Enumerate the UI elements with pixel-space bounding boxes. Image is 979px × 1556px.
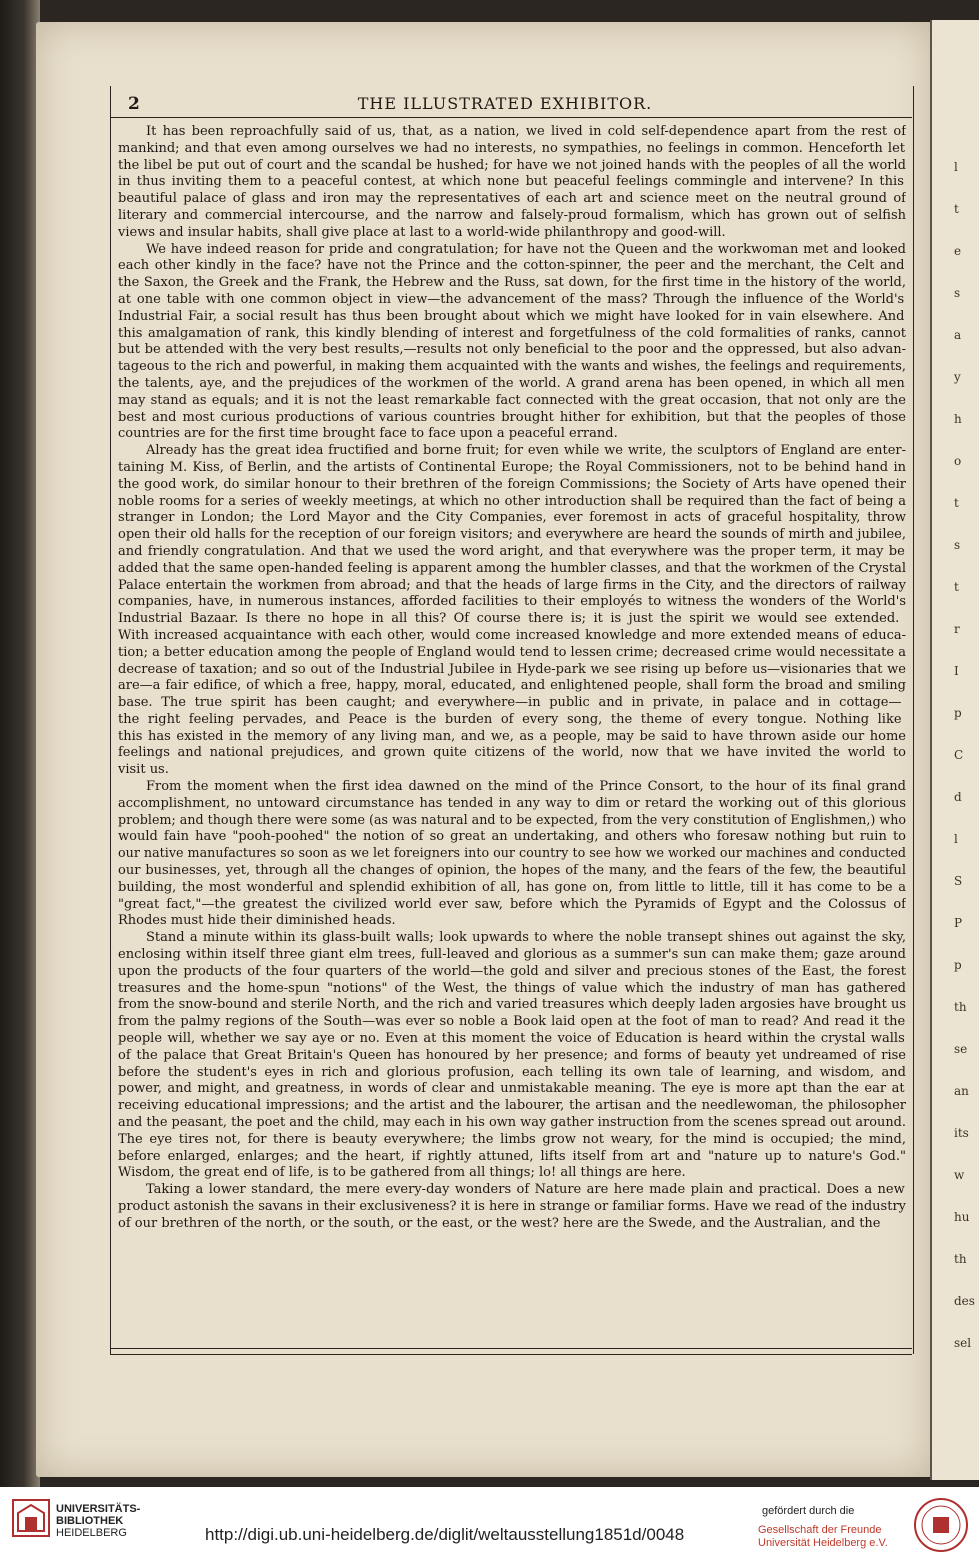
text-line: treasures and the home-spun "notions" of the West, the things of value which the industry of man has gathered [118, 980, 906, 996]
text-line: at one table with one common object in view—the advancement of the mass? Through the influence of the World's [118, 291, 905, 307]
facing-page-fragment: s [954, 538, 961, 552]
text-line: upon the products of the four quarters of the world—the gold and silver and precious stones of the East, the forest [118, 963, 906, 979]
text-line: people will, whether we say aye or no. Even at this moment the voice of Education is heard within the crystal walls [118, 1031, 905, 1047]
text-line: before the student's eyes in rich and glorious profusion, each telling its own tale of learning, and wisdom, and [118, 1064, 906, 1080]
text-line: visit us. [118, 762, 169, 778]
sponsor-lead-text: gefördert durch die [762, 1505, 855, 1517]
library-name-line: UNIVERSITÄTS- [56, 1503, 141, 1515]
facing-page-fragment: p [954, 706, 962, 720]
text-line: We have indeed reason for pride and congratulation; for have not the Queen and the workwoman met and looked [146, 241, 906, 257]
text-line: each other kindly in the face? have not the Prince and the cotton-spinner, the peer and the merchant, the Celt and [118, 258, 905, 274]
facing-page-fragment: sel [954, 1336, 972, 1350]
facing-page-fragment: w [954, 1168, 965, 1182]
text-line: the good work, do similar honour to their brethren of the foreign Commissions; the Society of Arts have opened their [118, 476, 906, 492]
facing-page-fragment: se [954, 1042, 968, 1056]
facing-page-fragment: a [954, 328, 962, 342]
paragraph [118, 242, 906, 444]
paragraph [118, 443, 906, 779]
text-line: "great fact,"—the greatest the civilized world ever saw, before which the Pyramids of Egypt and the Colossus of [118, 896, 906, 912]
paragraph [118, 779, 906, 930]
facing-page-fragment: I [954, 664, 959, 678]
text-line: beautiful palace of glass and iron may the representatives of each art and science meet on the neutral ground of [118, 191, 906, 207]
running-title: THE ILLUSTRATED EXHIBITOR. [357, 94, 653, 113]
facing-page-fragment: e [954, 244, 962, 258]
text-line: tion; a better education among the people of England would tend to lessen crime; decreased crime would necessitate a [118, 644, 906, 660]
text-line: before enlarged, enlarges; and the heart, if rightly attuned, lifts itself from art and "nature up to nature's God." [118, 1148, 906, 1164]
binding-edge [0, 0, 40, 1487]
text-line: of our brethren of the north, or the south, or the east, or the west? here are the Swede, and the Australian, and the [118, 1215, 881, 1231]
article-body [118, 124, 906, 1233]
facing-page-strip [930, 20, 979, 1480]
paragraph [118, 1182, 906, 1232]
text-line: best and most curious productions of various countries brought hither for exhibition, but that the peoples of those [118, 409, 906, 425]
text-line: our native manufactures so soon as we let foreigners into our country to see how we worked our machines and conducted [118, 846, 906, 862]
text-line: taining M. Kiss, of Berlin, and the artists of Continental Europe; the Royal Commissioners, not to be behind hand in [118, 459, 906, 475]
text-line: from the palmy regions of the South—was ever so noble a Book laid open at the foot of man to read? And read it the [118, 1014, 906, 1030]
page-number: 2 [128, 94, 140, 114]
facing-page-fragment: S [954, 874, 963, 888]
paragraph [118, 930, 906, 1182]
text-line: With increased acquaintance with each other, would come increased knowledge and more extended means of educa- [118, 627, 906, 643]
text-line: base. The true spirit has been caught; and everywhere—in public and in private, in palace and in cottage— [118, 695, 902, 711]
page-header [110, 94, 900, 116]
facing-page-fragment: th [954, 1252, 967, 1266]
text-line: feelings and national prejudices, and grown quite citizens of the world, now that we have invited the world to [118, 745, 906, 761]
sponsor-name-line: Universität Heidelberg e.V. [758, 1537, 888, 1549]
facing-page-fragment: P [954, 916, 963, 930]
text-line: our businesses, yet, through all the changes of opinion, the hopes of the many, and the fears of the few, the beautiful [118, 863, 906, 879]
permalink-url[interactable]: http://digi.ub.uni-heidelberg.de/diglit/weltausstellung1851d/0048 [205, 1525, 685, 1544]
viewer-footer [0, 1487, 979, 1556]
text-line: Industrial Fair, a social result has thus been brought about which we might have looked for in vain elsewhere. And [118, 308, 905, 324]
text-line: the talents, aye, and the prejudices of the workmen of the world. A grand arena has been opened, in which all men [118, 375, 905, 391]
footer-rule-thin [110, 1354, 912, 1355]
header-rule [110, 117, 912, 118]
text-line: and friendly congratulation. And that we used the word aright, and that everywhere was the proper term, it may be [118, 543, 905, 559]
library-name-line: BIBLIOTHEK [56, 1515, 124, 1527]
library-name-line: HEIDELBERG [56, 1527, 127, 1539]
text-line: open their old halls for the reception of our foreign visitors; and everywhere are heard the sounds of mirth and jubilee, [118, 527, 906, 543]
text-line: would fain have "pooh-poohed" the notion of so great an undertaking, and others who foresaw nothing but ruin to [118, 829, 906, 845]
text-line: Wisdom, the great end of life, is to be gathered from all things; lo! all things are here. [118, 1165, 686, 1181]
facing-page-fragment: C [954, 748, 964, 762]
facing-page-fragment: y [954, 370, 961, 384]
facing-page-fragment: r [954, 622, 960, 636]
text-line: and the peasant, the poet and the child, may each in his own way gather instruction from the scenes spread out around. [118, 1115, 906, 1131]
text-line: accomplishment, no untoward circumstance has tended in any way to dim or retard the working out of this glorious [118, 795, 906, 811]
text-line: stranger in London; the Lord Mayor and the City Companies, ever foremost in acts of graceful hospitality, throw [118, 510, 906, 526]
text-line: the libel be put out of court and the scandal be hushed; for have we not joined hands with the peoples of all the world [118, 157, 906, 173]
facing-page-fragment: l [954, 160, 958, 174]
facing-page-fragment: hu [954, 1210, 970, 1224]
text-line: Already has the great idea fructified and borne fruit; for even while we write, the sculptors of England are enter- [146, 443, 906, 459]
text-line: from the snow-bound and sterile North, and the rich and varied treasures which deeply laden argosies have brought us [118, 997, 906, 1013]
text-line: may stand as equals; and it is not the least remarkable fact connected with the great occasion, that not only are the [118, 392, 906, 408]
text-line: From the moment when the first idea dawned on the mind of the Prince Consort, to the hour of its final grand [146, 779, 906, 795]
text-line: problem; and though there were some (as was natural and to be expected, from the very constitution of Englishmen,) who [118, 812, 906, 828]
facing-page-fragment: des [954, 1294, 975, 1308]
text-line: product astonish the savans in their exclusiveness? it is here in strange or familiar forms. Have we read of the industry [118, 1199, 906, 1214]
text-line: receiving educational impressions; and the artist and the labourer, the artisan and the needlewoman, the philosopher [118, 1098, 906, 1114]
library-name [56, 1503, 140, 1539]
text-line: noble rooms for a series of weekly meetings, at which no other introduction shall be required than the fact of being a [118, 493, 906, 509]
text-line: this has existed in the memory of any living man, and we, as a people, may be said to have thrown aside our home [118, 728, 906, 744]
text-line: Palace entertain the workmen from abroad; and that the heads of large firms in the City, and the directors of railway [118, 577, 906, 593]
facing-page-fragment: t [954, 496, 959, 510]
text-line: Rhodes must hide their diminished heads. [118, 913, 396, 929]
text-line: this amalgamation of rank, this kindly blending of interest and forgetfulness of the cold formalities of ranks, cannot [118, 325, 906, 341]
facing-page-fragment: h [954, 412, 962, 426]
facing-page-fragment: p [954, 958, 962, 972]
text-line: companies, have, in numerous instances, afforded facilities to their employés to witness the wonders of the World's [118, 594, 906, 610]
text-line: mankind; and that even among ourselves we had no interests, no sympathies, no feelings in common. Henceforth let [118, 140, 905, 156]
text-line: literary and commercial intercourse, and the narrow and falsely-proud formalism, which has grown out of selfish [118, 207, 906, 223]
text-line: tageous to the rich and powerful, in making them acquainted with the wants and wishes, the feelings and requirements, [118, 359, 906, 375]
text-line: decrease of taxation; and so out of the Industrial Jubilee in Hyde-park we see rising up before us—visionaries that we [118, 661, 906, 677]
text-line: added that the same open-handed feeling is apparent among the humbler classes, and that the workmen of the Crystal [118, 560, 906, 576]
sponsor-seal-icon [913, 1497, 969, 1553]
text-line: building, the most wonderful and splendid exhibition of all, has gone on, from little to little, till it has come to be a [118, 879, 906, 895]
text-line: the Saxon, the Greek and the Frank, the Hebrew and the Russ, sat down, for the first time in the history of the world, [118, 275, 906, 291]
facing-page-fragment: d [954, 790, 962, 804]
text-line: but be attended with the very best results,—results not only beneficial to the poor and the oppressed, but also advan- [118, 342, 906, 358]
text-line: views and insular habits, shall give place at last to a world-wide philanthropy and good-will. [118, 224, 726, 240]
text-line: The eye tires not, for there is beauty everywhere; the limbs grow not weary, for the mind is occupied; the mind, [118, 1131, 906, 1147]
text-line: are—a fair edifice, of which a free, happy, moral, educated, and enlightened people, shall form the broad and smiling [118, 678, 906, 694]
text-line: power, and might, and greatness, in words of clear and unmistakable meaning. The eye is more apt than the ear at [118, 1081, 905, 1097]
facing-page-fragment: t [954, 580, 959, 594]
facing-page-fragment: th [954, 1000, 967, 1014]
text-line: Industrial Bazaar. Is there no hope in all this? Of course there is; it is just the spirit we would see extended. [118, 611, 900, 627]
facing-page-fragment: its [954, 1126, 969, 1140]
university-seal-icon [12, 1499, 50, 1537]
text-line: Stand a minute within its glass-built walls; look upwards to where the noble transept shines out against the sky, [146, 930, 906, 946]
facing-page-fragment: s [954, 286, 961, 300]
facing-page-fragment: an [954, 1084, 969, 1098]
text-line: of the palace that Great Britain's Queen has honoured by her presence; and forms of beauty yet undreamed of rise [118, 1047, 906, 1063]
sponsor-name [758, 1524, 888, 1550]
paragraph [118, 124, 906, 242]
text-line: countries are for the first time brought face to face upon a peaceful errand. [118, 426, 618, 442]
text-line: Taking a lower standard, the mere every-day wonders of Nature are here made plain and practical. Does a new [146, 1182, 905, 1198]
facing-page-fragment: o [954, 454, 962, 468]
text-line: the right feeling pervades, and Peace is the burden of every song, the theme of every tongue. Nothing like [118, 711, 902, 727]
text-line: It has been reproachfully said of us, that, as a nation, we lived in cold self-dependence apart from the rest of [146, 124, 906, 139]
text-line: in thus inviting them to a peaceful contest, at which none but peaceful feelings commingle and intervene? In this [118, 174, 904, 190]
footer-rule [110, 1348, 912, 1349]
facing-page-fragment: l [954, 832, 958, 846]
text-line: enclosing within itself three giant elm trees, full-leaved and glorious as a summer's sun can make them; gaze around [118, 947, 906, 963]
sponsor-name-line: Gesellschaft der Freunde [758, 1524, 882, 1536]
facing-page-fragment: t [954, 202, 959, 216]
